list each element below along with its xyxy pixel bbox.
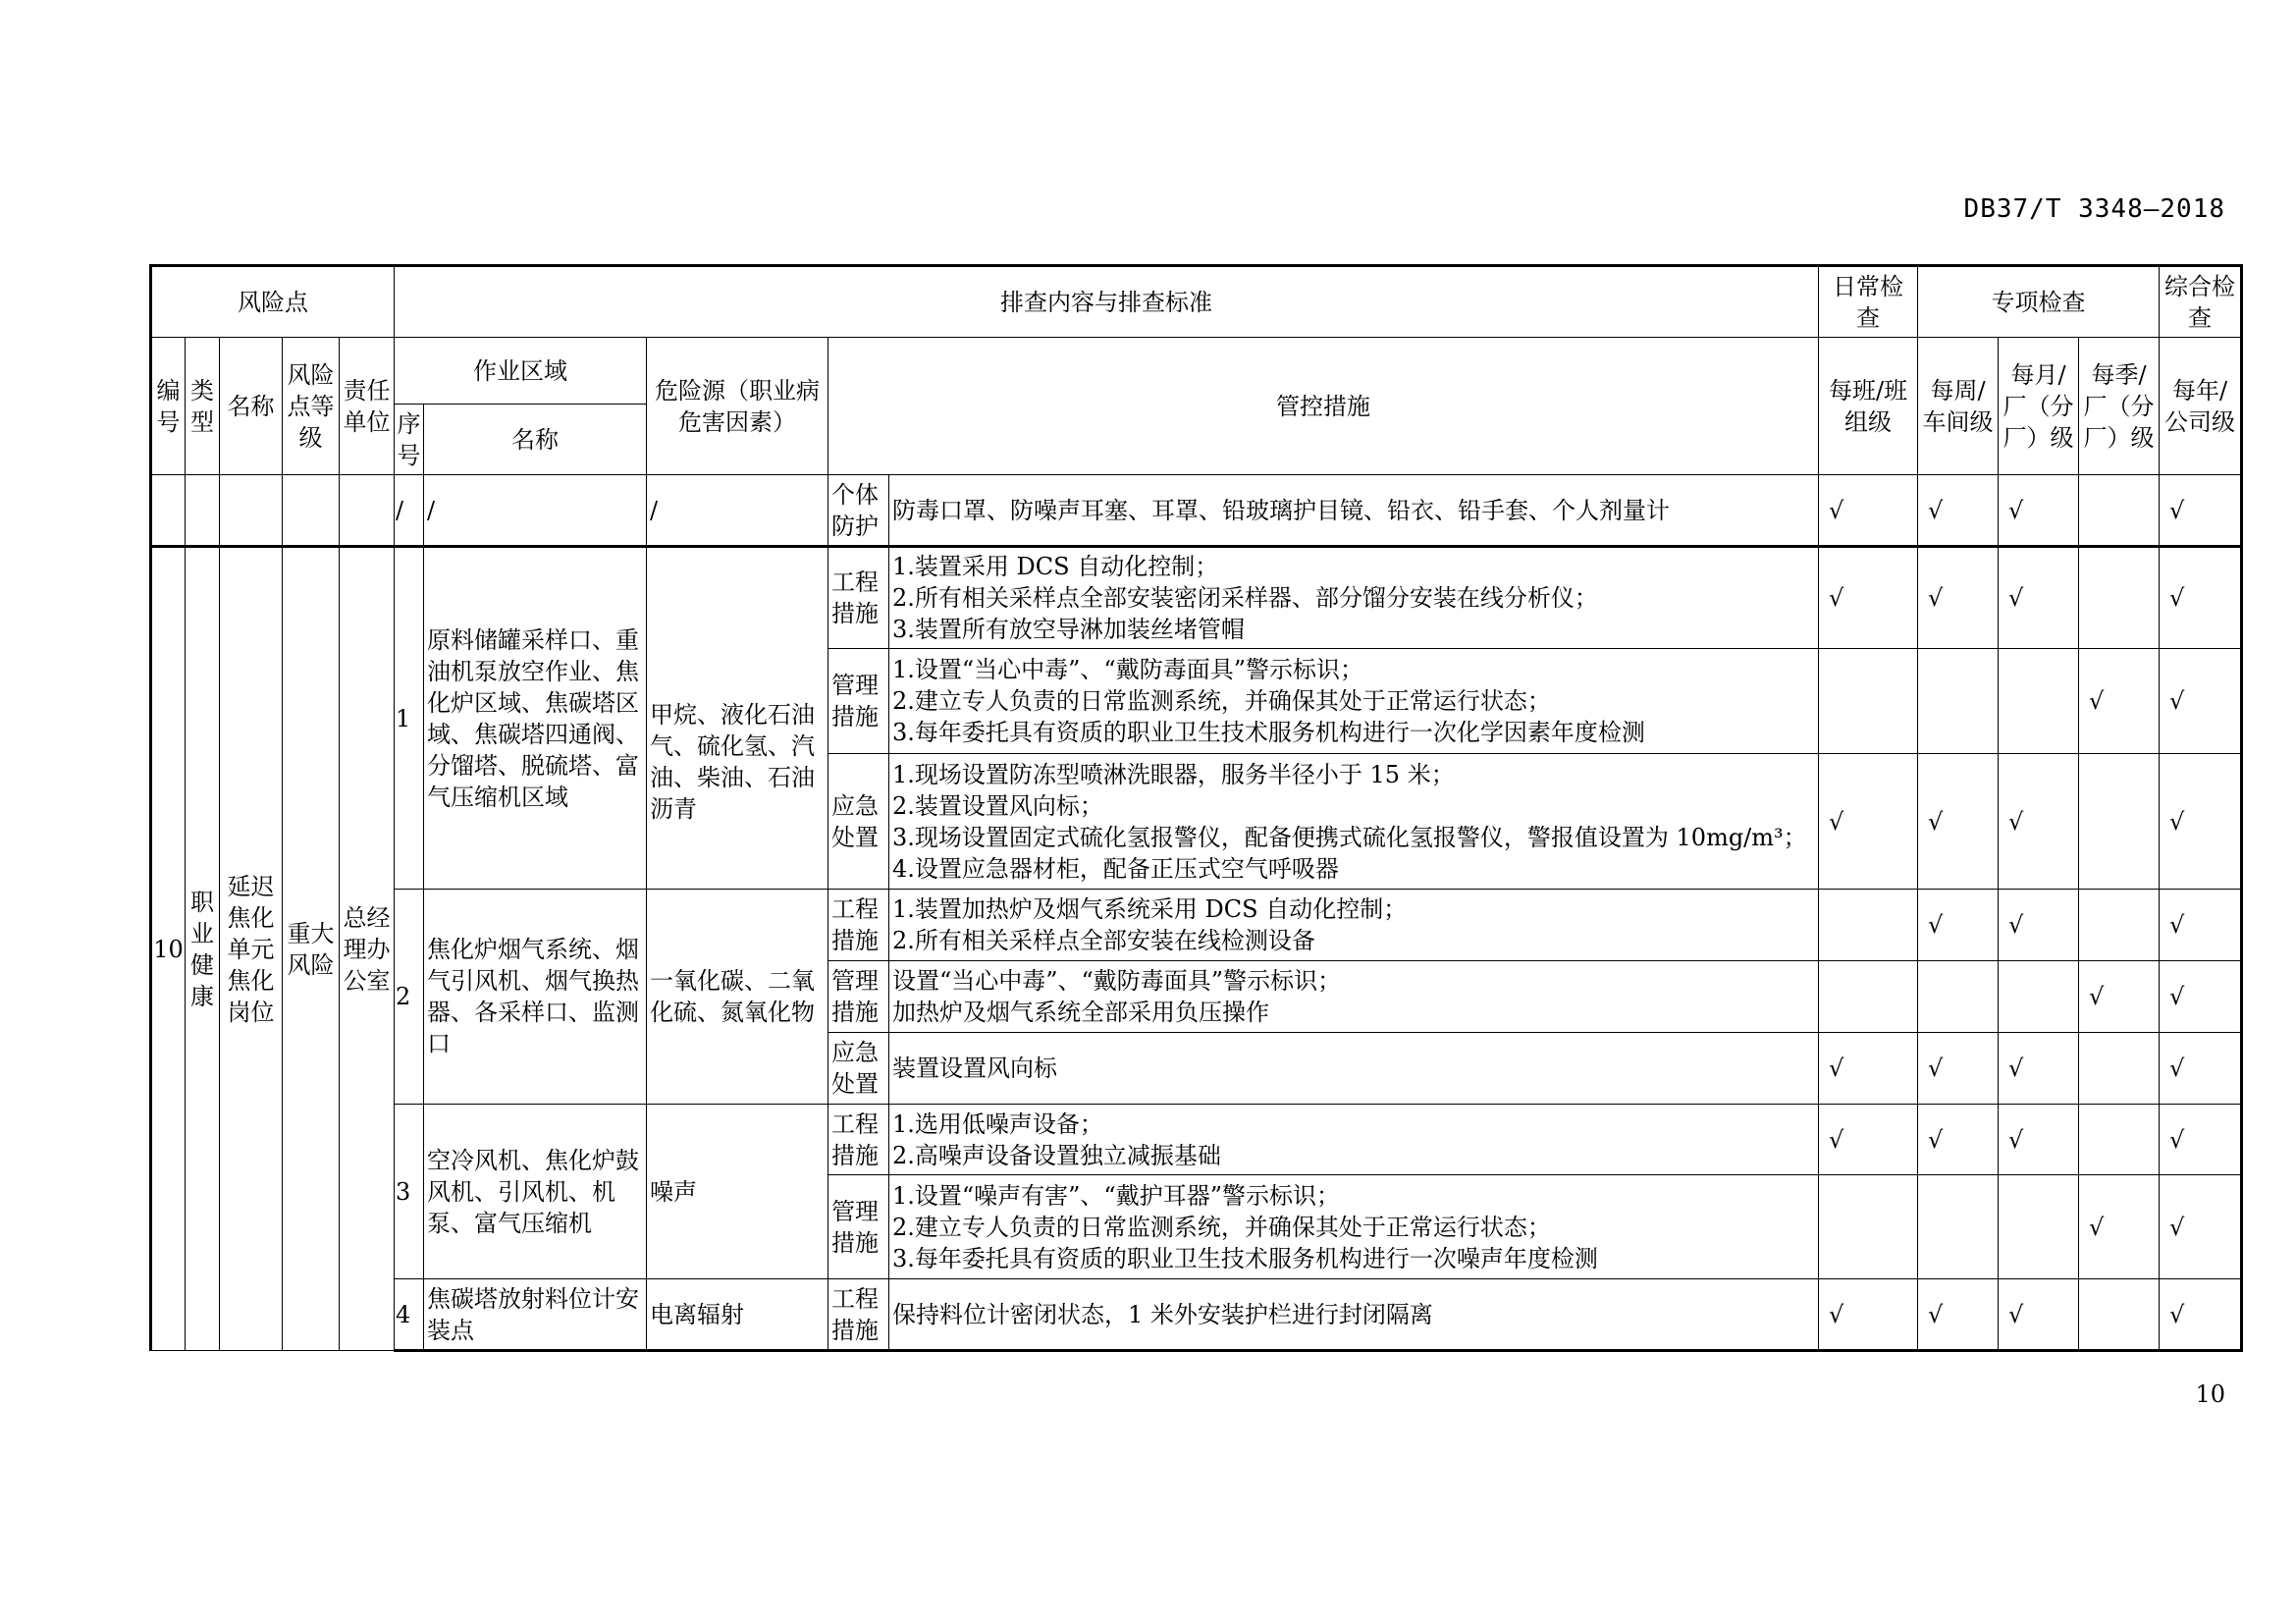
header-per-shift: 每班/班组级 <box>1819 338 1918 475</box>
risk-inspection-table <box>149 264 2243 1352</box>
header-special: 专项检查 <box>1918 266 2160 338</box>
check-mark <box>2079 754 2160 890</box>
risk-unit: 总经理办公室 <box>340 547 395 1351</box>
measure-line: 加热炉及烟气系统全部采用负压操作 <box>892 999 1269 1026</box>
check-mark: √ <box>2160 547 2242 649</box>
check-mark <box>1999 1175 2079 1279</box>
risk-number: 10 <box>151 547 186 1351</box>
area-seq: 3 <box>395 1105 424 1279</box>
header-area: 作业区域 <box>395 338 647 405</box>
header-per-year: 每年/公司级 <box>2160 338 2242 475</box>
measure-type: 应急处置 <box>828 754 889 890</box>
header-seq: 序号 <box>395 405 424 475</box>
check-mark <box>2079 1279 2160 1351</box>
prev-unit <box>340 475 395 547</box>
measure-line: 1.选用低噪声设备； <box>892 1109 1103 1138</box>
check-mark: √ <box>1999 475 2079 547</box>
check-mark: √ <box>1819 547 1918 649</box>
prev-measure: 防毒口罩、防噪声耳塞、耳罩、铅玻璃护目镜、铅衣、铅手套、个人剂量计 <box>889 475 1819 547</box>
area-seq: 4 <box>395 1279 424 1351</box>
measure-line: 1.装置加热炉及烟气系统采用 DCS 自动化控制； <box>892 895 1408 923</box>
check-mark: √ <box>1918 890 1999 961</box>
check-mark: √ <box>1999 1279 2079 1351</box>
header-hazard: 危险源（职业病危害因素） <box>647 338 828 475</box>
measure-type: 工程措施 <box>828 890 889 961</box>
header-type: 类型 <box>186 338 220 475</box>
check-mark <box>2079 475 2160 547</box>
area-name: 焦化炉烟气系统、烟气引风机、烟气换热器、各采样口、监测口 <box>424 890 647 1105</box>
check-mark <box>1918 649 1999 754</box>
page-number: 10 <box>2195 1380 2225 1408</box>
header-measures: 管控措施 <box>828 338 1819 475</box>
check-mark: √ <box>2079 961 2160 1033</box>
area-seq: 2 <box>395 890 424 1105</box>
header-name: 名称 <box>220 338 283 475</box>
measure-text <box>889 649 1819 754</box>
check-mark: √ <box>1819 754 1918 890</box>
check-mark: √ <box>2160 1033 2242 1105</box>
measure-text <box>889 547 1819 649</box>
area-name: 焦碳塔放射料位计安装点 <box>424 1279 647 1351</box>
measure-type: 管理措施 <box>828 1175 889 1279</box>
check-mark <box>1999 649 2079 754</box>
header-per-month: 每月/厂（分厂）级 <box>1999 338 2079 475</box>
area-hazard: 噪声 <box>647 1105 828 1279</box>
check-mark <box>1918 961 1999 1033</box>
prev-area: / <box>424 475 647 547</box>
measure-line: 1.现场设置防冻型喷淋洗眼器，服务半径小于 15 米； <box>892 760 1455 788</box>
prev-measure-type: 个体防护 <box>828 475 889 547</box>
check-mark: √ <box>1918 754 1999 890</box>
check-mark: √ <box>2160 475 2242 547</box>
measure-line: 保持料位计密闭状态，1 米外安装护栏进行封闭隔离 <box>892 1300 1433 1328</box>
measure-line: 装置设置风向标 <box>892 1055 1057 1082</box>
standard-code: DB37/T 3348—2018 <box>1963 194 2225 224</box>
header-content: 排查内容与排查标准 <box>395 266 1819 338</box>
measure-type: 管理措施 <box>828 649 889 754</box>
risk-name: 延迟焦化单元焦化岗位 <box>220 547 283 1351</box>
check-mark: √ <box>1999 1105 2079 1175</box>
check-mark <box>2079 1105 2160 1175</box>
check-mark: √ <box>1918 475 1999 547</box>
area-seq: 1 <box>395 547 424 890</box>
check-mark: √ <box>1918 1279 1999 1351</box>
prev-type <box>186 475 220 547</box>
measure-type: 管理措施 <box>828 961 889 1033</box>
check-mark: √ <box>1999 547 2079 649</box>
check-mark: √ <box>2079 1175 2160 1279</box>
measure-type: 工程措施 <box>828 1105 889 1175</box>
check-mark <box>1819 649 1918 754</box>
header-unit: 责任单位 <box>340 338 395 475</box>
check-mark: √ <box>1819 475 1918 547</box>
check-mark: √ <box>1999 754 2079 890</box>
check-mark: √ <box>2160 890 2242 961</box>
check-mark: √ <box>1999 890 2079 961</box>
measure-line: 1.设置“当心中毒”、“戴防毒面具”警示标识； <box>892 656 1363 683</box>
area-name: 空冷风机、焦化炉鼓风机、引风机、机泵、富气压缩机 <box>424 1105 647 1279</box>
measure-line: 1.装置采用 DCS 自动化控制； <box>892 553 1219 580</box>
check-mark: √ <box>1918 1105 1999 1175</box>
prev-level <box>283 475 340 547</box>
check-mark: √ <box>2160 754 2242 890</box>
prev-hazard: / <box>647 475 828 547</box>
risk-level: 重大风险 <box>283 547 340 1351</box>
prev-number <box>151 475 186 547</box>
measure-line: 2.建立专人负责的日常监测系统，并确保其处于正常运行状态； <box>892 1213 1551 1241</box>
measure-text <box>889 1279 1819 1351</box>
check-mark <box>1819 961 1918 1033</box>
header-risk-point: 风险点 <box>151 266 395 338</box>
check-mark <box>2079 1033 2160 1105</box>
measure-text <box>889 961 1819 1033</box>
check-mark: √ <box>1999 1033 2079 1105</box>
area-hazard: 电离辐射 <box>647 1279 828 1351</box>
check-mark: √ <box>2160 1175 2242 1279</box>
check-mark: √ <box>1819 1105 1918 1175</box>
measure-line: 设置“当心中毒”、“戴防毒面具”警示标识； <box>892 967 1342 995</box>
prev-name <box>220 475 283 547</box>
measure-type: 工程措施 <box>828 1279 889 1351</box>
area-hazard: 一氧化碳、二氧化硫、氮氧化物 <box>647 890 828 1105</box>
check-mark <box>1999 961 2079 1033</box>
check-mark <box>2079 890 2160 961</box>
check-mark <box>2079 547 2160 649</box>
measure-line: 2.所有相关采样点全部安装密闭采样器、部分馏分安装在线分析仪； <box>892 584 1598 612</box>
measure-text <box>889 890 1819 961</box>
prev-seq: / <box>395 475 424 547</box>
risk-type: 职业健康 <box>186 547 220 1351</box>
check-mark: √ <box>2160 961 2242 1033</box>
header-number: 编号 <box>151 338 186 475</box>
check-mark: √ <box>2160 1279 2242 1351</box>
measure-text <box>889 1033 1819 1105</box>
measure-line: 3.每年委托具有资质的职业卫生技术服务机构进行一次化学因素年度检测 <box>892 719 1645 746</box>
measure-line: 2.装置设置风向标； <box>892 791 1103 820</box>
area-name: 原料储罐采样口、重油机泵放空作业、焦化炉区域、焦碳塔区域、焦碳塔四通阀、分馏塔、脱硫塔、富气压缩机区域 <box>424 547 647 890</box>
measure-text <box>889 1175 1819 1279</box>
header-comprehensive: 综合检查 <box>2160 266 2242 338</box>
check-mark <box>1819 890 1918 961</box>
check-mark <box>1819 1175 1918 1279</box>
measure-line: 2.所有相关采样点全部安装在线检测设备 <box>892 927 1315 954</box>
check-mark: √ <box>1918 1033 1999 1105</box>
measure-line: 4.设置应急器材柜，配备正压式空气呼吸器 <box>892 854 1339 883</box>
check-mark <box>1918 1175 1999 1279</box>
check-mark: √ <box>2160 1105 2242 1175</box>
check-mark: √ <box>2160 649 2242 754</box>
measure-line: 3.装置所有放空导淋加装丝堵管帽 <box>892 616 1245 643</box>
header-level: 风险点等级 <box>283 338 340 475</box>
measure-type: 工程措施 <box>828 547 889 649</box>
header-per-week: 每周/车间级 <box>1918 338 1999 475</box>
measure-line: 2.建立专人负责的日常监测系统，并确保其处于正常运行状态； <box>892 687 1551 715</box>
check-mark: √ <box>1819 1033 1918 1105</box>
measure-type: 应急处置 <box>828 1033 889 1105</box>
header-area-name: 名称 <box>424 405 647 475</box>
header-per-quarter: 每季/厂（分厂）级 <box>2079 338 2160 475</box>
measure-line: 3.现场设置固定式硫化氢报警仪，配备便携式硫化氢报警仪，警报值设置为 10mg/m³； <box>892 823 1807 851</box>
measure-line: 2.高噪声设备设置独立减振基础 <box>892 1141 1221 1169</box>
area-hazard: 甲烷、液化石油气、硫化氢、汽油、柴油、石油沥青 <box>647 547 828 890</box>
measure-line: 3.每年委托具有资质的职业卫生技术服务机构进行一次噪声年度检测 <box>892 1244 1598 1272</box>
measure-text <box>889 754 1819 890</box>
check-mark: √ <box>2079 649 2160 754</box>
check-mark: √ <box>1918 547 1999 649</box>
measure-line: 1.设置“噪声有害”、“戴护耳器”警示标识； <box>892 1181 1340 1210</box>
measure-text <box>889 1105 1819 1175</box>
header-daily: 日常检查 <box>1819 266 1918 338</box>
check-mark: √ <box>1819 1279 1918 1351</box>
